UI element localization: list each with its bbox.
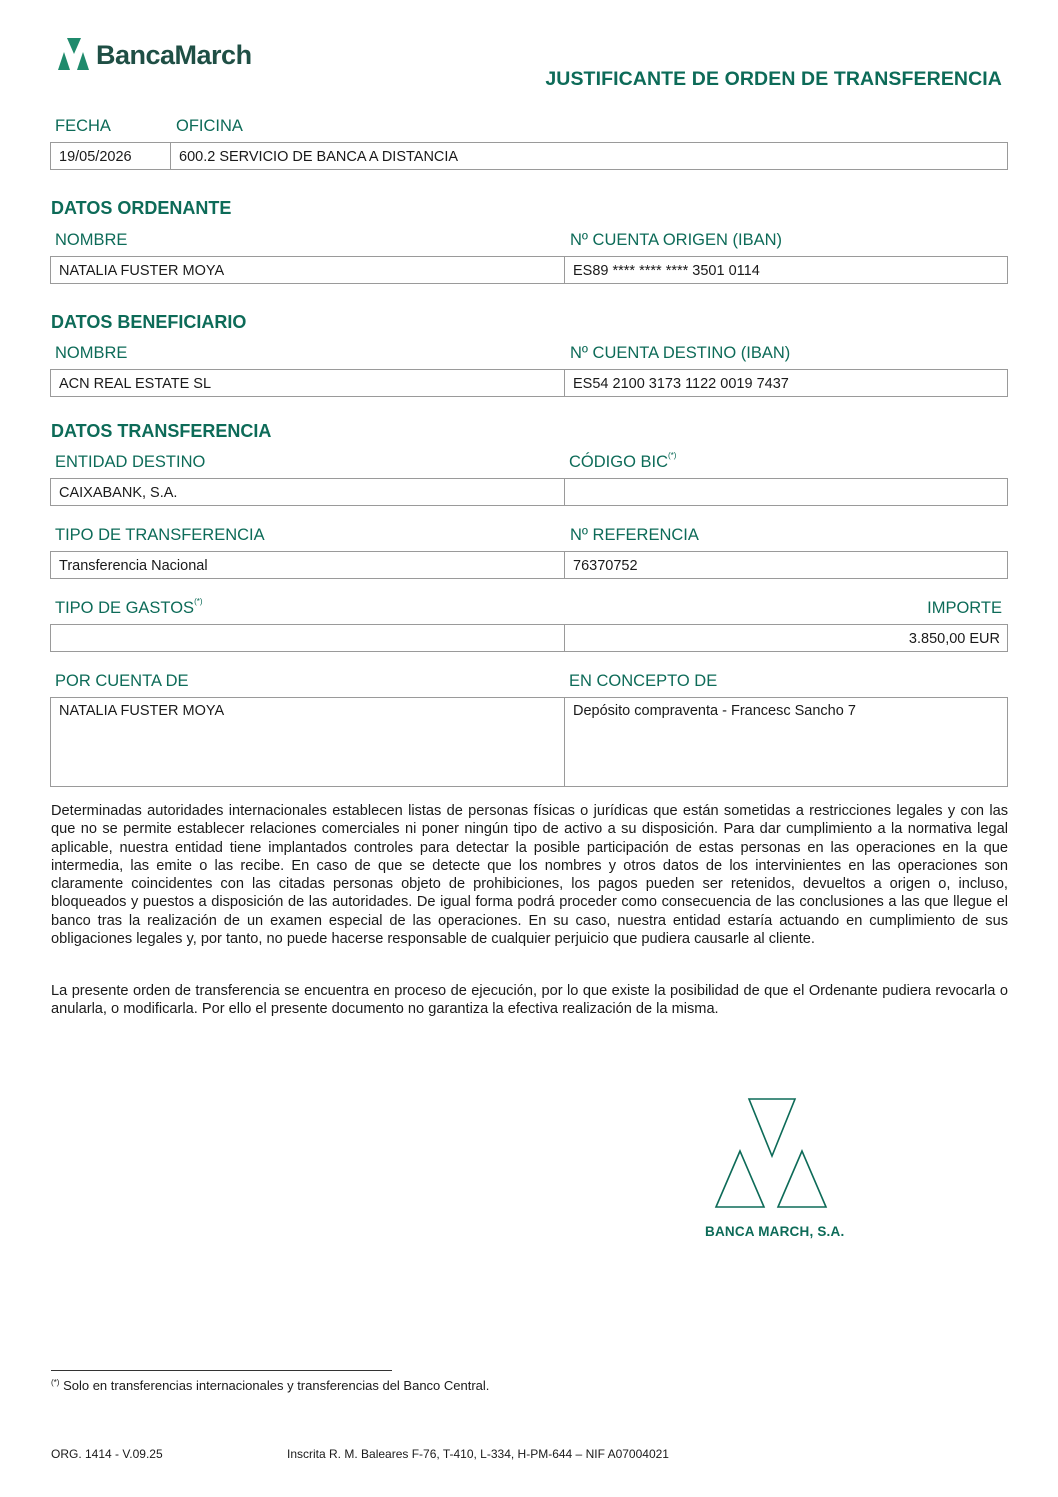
beneficiario-nombre-value: ACN REAL ESTATE SL [59, 376, 212, 392]
beneficiario-nombre-label: NOMBRE [55, 344, 128, 362]
form-code: ORG. 1414 - V.09.25 [51, 1447, 163, 1461]
footnote [51, 1378, 489, 1393]
ordenante-cuenta-label: Nº CUENTA ORIGEN (IBAN) [570, 231, 782, 249]
oficina-label: OFICINA [176, 117, 243, 135]
document-title: JUSTIFICANTE DE ORDEN DE TRANSFERENCIA [545, 68, 1002, 90]
ordenante-nombre-value: NATALIA FUSTER MOYA [59, 263, 225, 279]
bank-stamp [712, 1096, 832, 1211]
banca-march-stamp-icon [712, 1096, 832, 1211]
registry-info: Inscrita R. M. Baleares F-76, T-410, L-334, H-PM-644 – NIF A07004021 [287, 1447, 669, 1461]
concepto-value: Depósito compraventa - Francesc Sancho 7 [573, 703, 856, 719]
importe-value: 3.850,00 EUR [908, 631, 1000, 647]
transferencia-section-title: DATOS TRANSFERENCIA [51, 421, 272, 441]
ordenante-cuenta-value: ES89 **** **** **** 3501 0114 [573, 263, 760, 279]
ordenante-nombre-label: NOMBRE [55, 231, 128, 249]
gastos-footnote-mark: (*) [194, 597, 203, 606]
fecha-label: FECHA [55, 117, 111, 135]
por-cuenta-label: POR CUENTA DE [55, 672, 189, 690]
entidad-destino-label: ENTIDAD DESTINO [55, 453, 206, 471]
importe-label: IMPORTE [927, 599, 1002, 617]
ordenante-section-title: DATOS ORDENANTE [51, 198, 232, 218]
footnote-mark: (*) [51, 1378, 60, 1387]
concepto-label: EN CONCEPTO DE [569, 672, 718, 690]
footnote-text: Solo en transferencias internacionales y transferencias del Banco Central. [59, 1378, 490, 1393]
legal-paragraph-sanctions: Determinadas autoridades internacionales establecen listas de personas físicas o jurídicas que están sometidas a restricciones legales y con las que no se permite establecer relaciones comerciales ni poner ningún tipo de activo a su disposición. Para dar cumplimiento a la normativa legal aplicable, nuestra entidad tiene implantados controles para detectar la posible participación de estas personas en las operaciones en la que intermedia, las emite o las recibe. En caso de que se detecte que los nombres y otros datos de los intervinientes en las operaciones son claramente coincidentes con las citadas personas objeto de prohibiciones, los pagos pueden ser retenidos, devueltos a origen o, incluso, bloqueados y puestos a disposición de las autoridades. De igual forma podrá proceder como consecuencia de las conclusiones a las que llegue el banco tras la realización de un examen especial de las operaciones. En su caso, nuestra entidad estaría actuando en cumplimiento de sus obligaciones legales y, por tanto, no puede hacerse responsable de cualquier perjuicio que pudiera causarle al cliente. [51, 803, 1008, 948]
tipo-transferencia-value: Transferencia Nacional [59, 558, 208, 574]
footnote-divider [51, 1370, 392, 1371]
referencia-value: 76370752 [573, 558, 638, 574]
fecha-value: 19/05/2026 [59, 149, 132, 165]
beneficiario-cuenta-label: Nº CUENTA DESTINO (IBAN) [570, 344, 791, 362]
beneficiario-section-title: DATOS BENEFICIARIO [51, 312, 247, 332]
tipo-gastos-label: TIPO DE GASTOS(*) [55, 597, 203, 617]
tipo-gastos-box [50, 624, 565, 652]
banca-march-logo-icon [58, 38, 94, 74]
entidad-destino-value: CAIXABANK, S.A. [59, 485, 178, 501]
bank-logo [58, 36, 288, 76]
por-cuenta-value: NATALIA FUSTER MOYA [59, 703, 225, 719]
stamp-bank-name: BANCA MARCH, S.A. [705, 1224, 845, 1239]
oficina-value: 600.2 SERVICIO DE BANCA A DISTANCIA [179, 149, 459, 165]
beneficiario-cuenta-value: ES54 2100 3173 1122 0019 7437 [573, 376, 789, 392]
legal-paragraph-execution: La presente orden de transferencia se encuentra en proceso de ejecución, por lo que existe la posibilidad de que el Ordenante pudiera revocarla o anularla, o modificarla. Por ello el presente documento no garantiza la efectiva realización de la misma. [51, 983, 1008, 1018]
tipo-transferencia-label: TIPO DE TRANSFERENCIA [55, 526, 265, 544]
codigo-bic-label: CÓDIGO BIC(*) [569, 451, 677, 471]
bic-footnote-mark: (*) [668, 451, 677, 460]
referencia-label: Nº REFERENCIA [570, 526, 699, 544]
bank-logo-text: BancaMarch [96, 40, 252, 70]
codigo-bic-box [564, 478, 1008, 506]
